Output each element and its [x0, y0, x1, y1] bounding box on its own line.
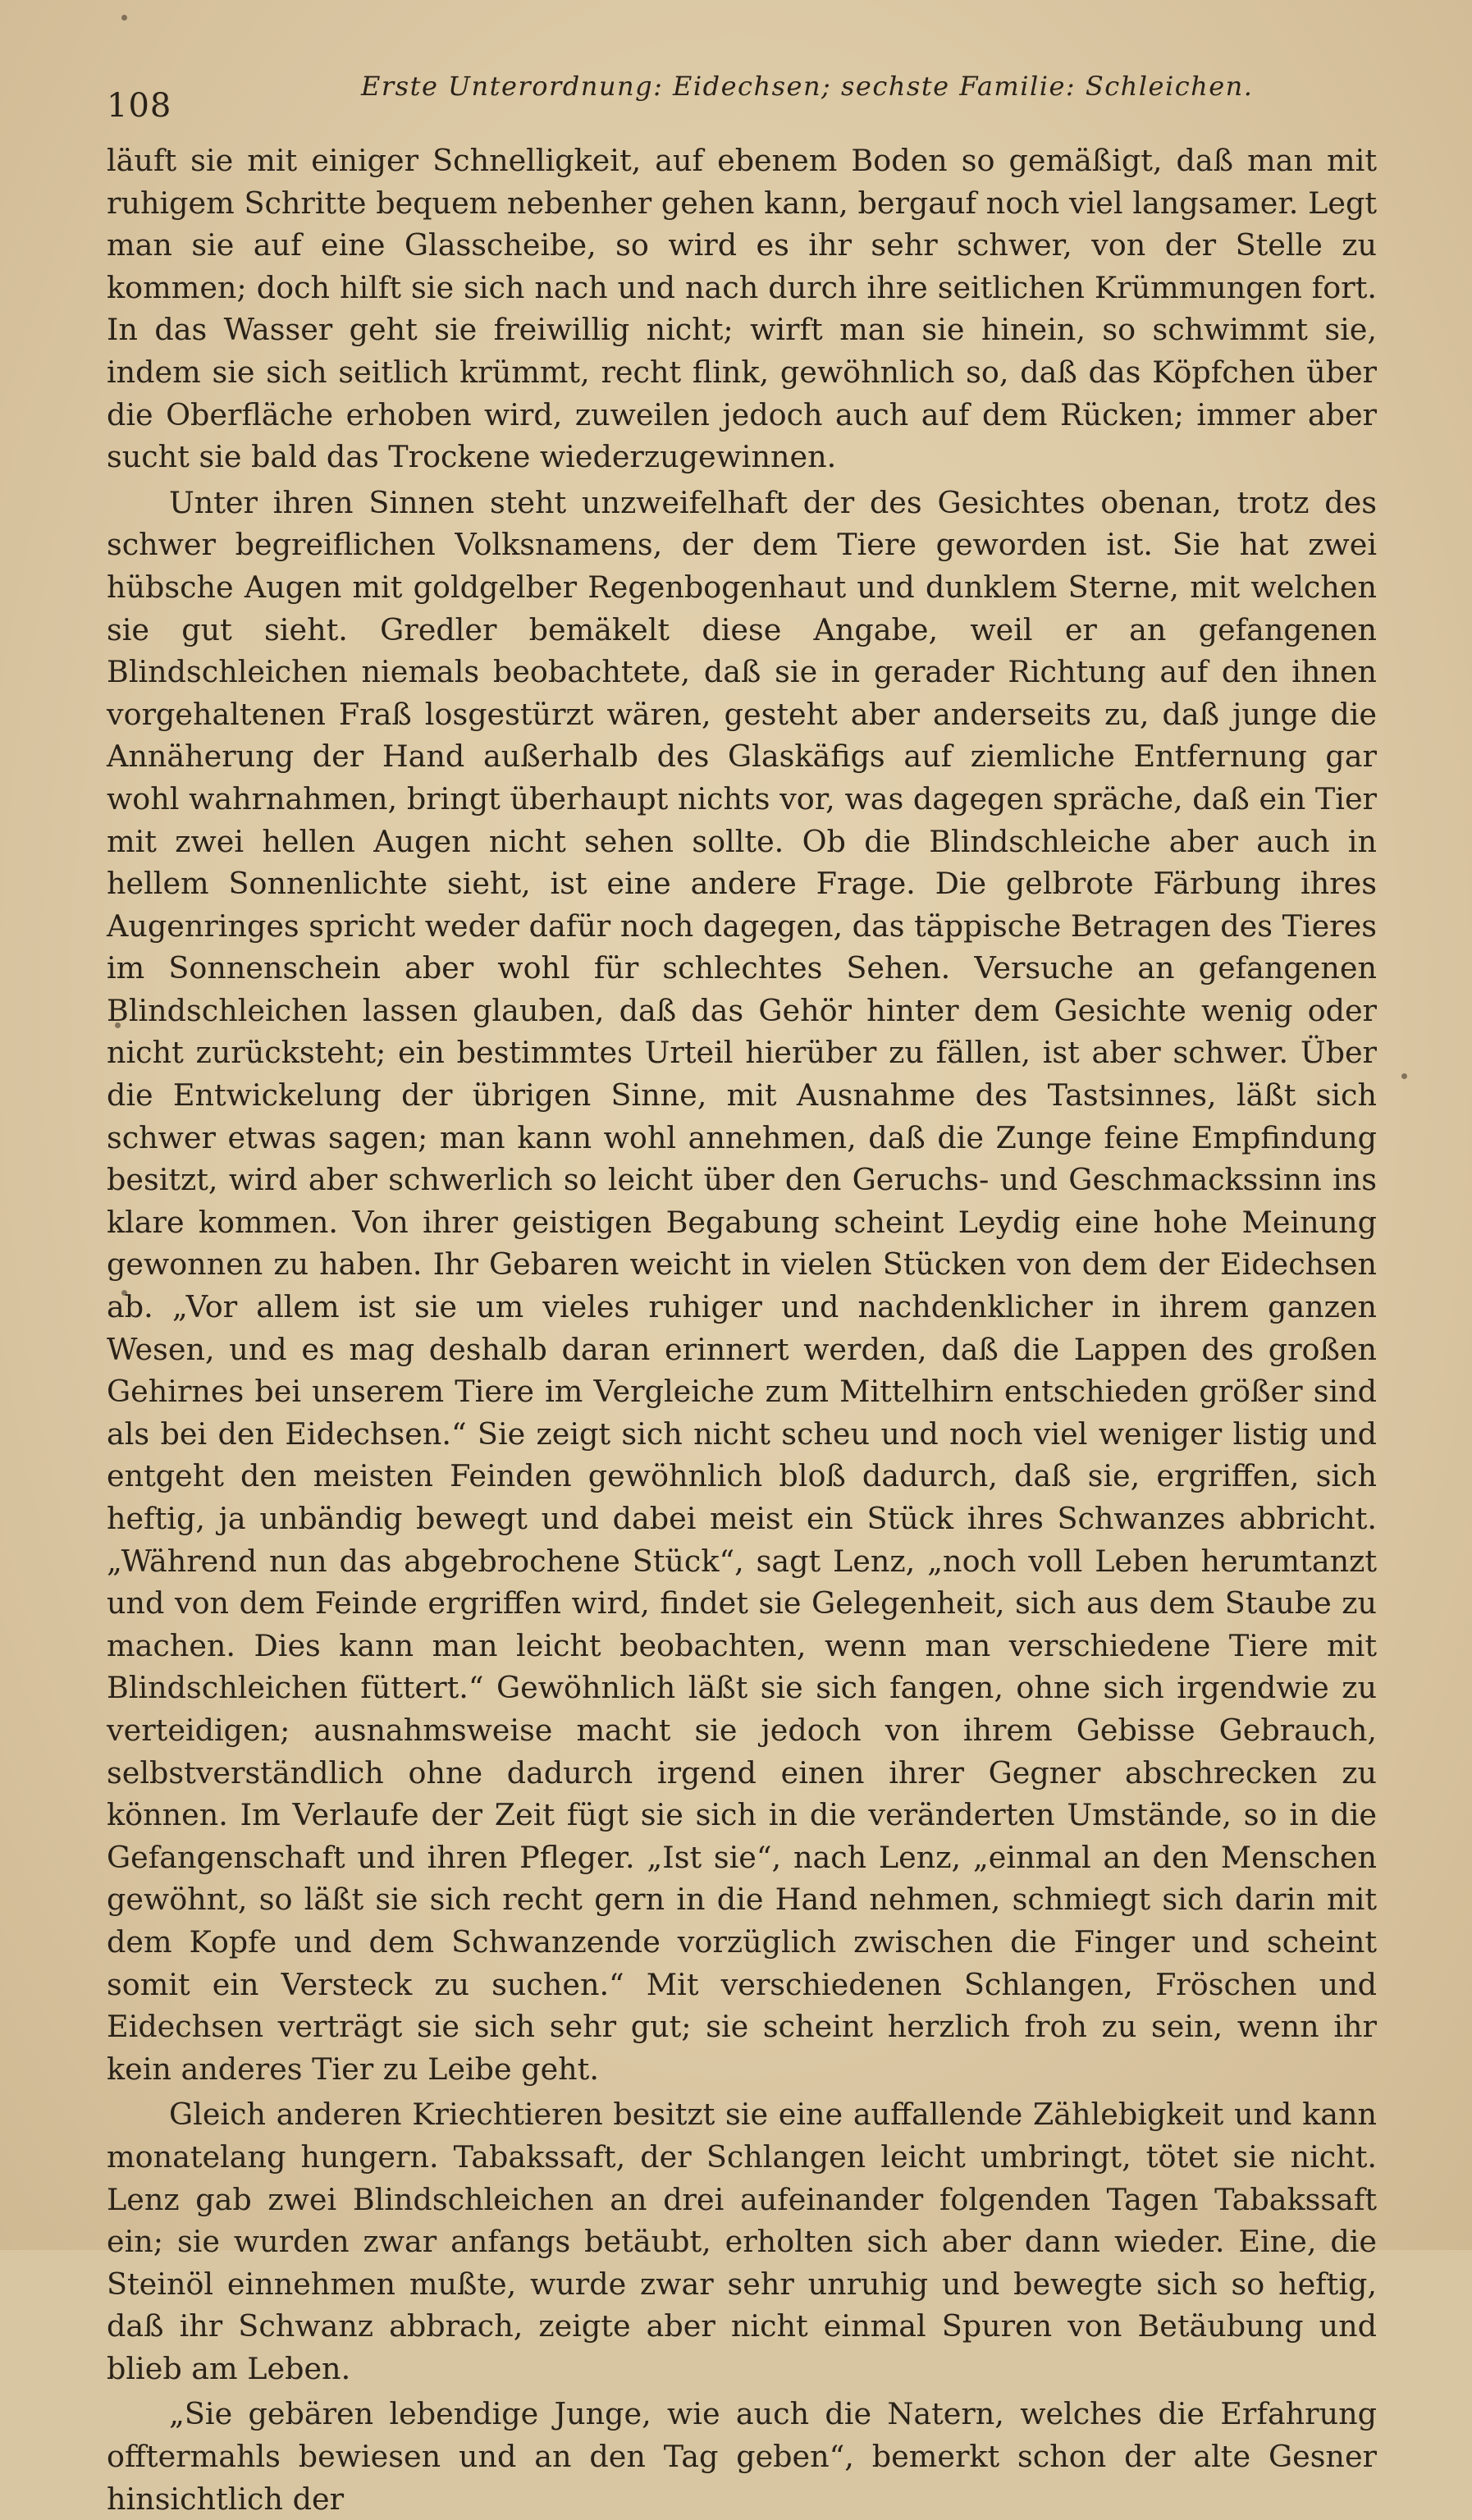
- body-text: [107, 139, 1377, 2520]
- paragraph: läuft sie mit einiger Schnelligkeit, auf ebenem Boden so gemäßigt, daß man mit ruhigem Schritte bequem nebenher gehen kann, bergauf noch viel langsamer. Legt man sie auf eine Glasscheibe, so wird es ihr sehr schwer, von der Stelle zu kommen; doch hilft sie sich nach und nach durch ihre seitlichen Krümmungen fort. In das Wasser geht sie freiwillig nicht; wirft man sie hinein, so schwimmt sie, indem sie sich seitlich krümmt, recht flink, gewöhnlich so, daß das Köpfchen über die Oberfläche erhoben wird, zuweilen jedoch auch auf dem Rücken; immer aber sucht sie bald das Trockene wiederzugewinnen.: [107, 143, 1377, 475]
- page-number: 108: [107, 87, 172, 125]
- paper-speck: [121, 15, 127, 21]
- paper-speck: [1401, 1073, 1407, 1079]
- paragraph: Gleich anderen Kriechtieren besitzt sie eine auffallende Zählebigkeit und kann monatelang hungern. Tabakssaft, der Schlangen leicht umbringt, tötet sie nicht. Lenz gab zwei Blindschleichen an drei aufeinander folgenden Tagen Tabakssaft ein; sie wurden zwar anfangs betäubt, erholten sich aber dann wieder. Eine, die Steinöl einnehmen mußte, wurde zwar sehr unruhig und bewegte sich so heftig, daß ihr Schwanz abbrach, zeigte aber nicht einmal Spuren von Betäubung und blieb am Leben.: [107, 2097, 1377, 2386]
- running-head: Erste Unterordnung: Eidechsen; sechste Familie: Schleichen.: [361, 71, 1254, 102]
- paragraph: „Sie gebären lebendige Junge, wie auch die Natern, welches die Erfahrung offtermahls bewiesen und an den Tag geben“, bemerkt schon der alte Gesner hinsichtlich der: [107, 2396, 1377, 2517]
- page-header: [107, 64, 1382, 125]
- paragraph: Unter ihren Sinnen steht unzweifelhaft der des Gesichtes obenan, trotz des schwer begreiflichen Volksnamens, der dem Tiere geworden ist. Sie hat zwei hübsche Augen mit goldgelber Regenbogenhaut und dunklem Sterne, mit welchen sie gut sieht. Gredler bemäkelt diese Angabe, weil er an gefangenen Blindschleichen niemals beobachtete, daß sie in gerader Richtung auf den ihnen vorgehaltenen Fraß losgestürzt wären, gesteht aber anderseits zu, daß junge die Annäherung der Hand außerhalb des Glaskäfigs auf ziemliche Entfernung gar wohl wahrnahmen, bringt überhaupt nichts vor, was dagegen spräche, daß ein Tier mit zwei hellen Augen nicht sehen sollte. Ob die Blindschleiche aber auch in hellem Sonnenlichte sieht, ist eine andere Frage. Die gelbrote Färbung ihres Augenringes spricht weder dafür noch dagegen, das täppische Betragen des Tieres im Sonnenschein aber wohl für schlechtes Sehen. Versuche an gefangenen Blindschleichen lassen glauben, daß das Gehör hinter dem Gesichte wenig oder nicht zurücksteht; ein bestimmtes Urteil hierüber zu fällen, ist aber schwer. Über die Entwickelung der übrigen Sinne, mit Ausnahme des Tastsinnes, läßt sich schwer etwas sagen; man kann wohl annehmen, daß die Zunge feine Empfindung besitzt, wird aber schwerlich so leicht über den Geruchs- und Geschmackssinn ins klare kommen. Von ihrer geistigen Begabung scheint Leydig eine hohe Meinung gewonnen zu haben. Ihr Gebaren weicht in vielen Stücken von dem der Eidechsen ab. „Vor allem ist sie um vieles ruhiger und nachdenklicher in ihrem ganzen Wesen, und es mag deshalb daran erinnert werden, daß die Lappen des großen Gehirnes bei unserem Tiere im Vergleiche zum Mittelhirn entschieden größer sind als bei den Eidechsen.“ Sie zeigt sich nicht scheu und noch viel weniger listig und entgeht den meisten Feinden gewöhnlich bloß dadurch, daß sie, ergriffen, sich heftig, ja unbändig bewegt und dabei meist ein Stück ihres Schwanzes abbricht. „Während nun das abgebrochene Stück“, sagt Lenz, „noch voll Leben herumtanzt und von dem Feinde ergriffen wird, findet sie Gelegenheit, sich aus dem Staube zu machen. Dies kann man leicht beobachten, wenn man verschiedene Tiere mit Blindschleichen füttert.“ Gewöhnlich läßt sie sich fangen, ohne sich irgendwie zu verteidigen; ausnahmsweise macht sie jedoch von ihrem Gebisse Gebrauch, selbstverständlich ohne dadurch irgend einen ihrer Gegner abschrecken zu können. Im Verlaufe der Zeit fügt sie sich in die veränderten Umstände, so in die Gefangenschaft und ihren Pfleger. „Ist sie“, nach Lenz, „einmal an den Menschen gewöhnt, so läßt sie sich recht gern in die Hand nehmen, schmiegt sich darin mit dem Kopfe und dem Schwanzende vorzüglich zwischen die Finger und scheint somit ein Versteck zu suchen.“ Mit verschiedenen Schlangen, Fröschen und Eidechsen verträgt sie sich sehr gut; sie scheint herzlich froh zu sein, wenn ihr kein anderes Tier zu Leibe geht.: [107, 484, 1377, 2087]
